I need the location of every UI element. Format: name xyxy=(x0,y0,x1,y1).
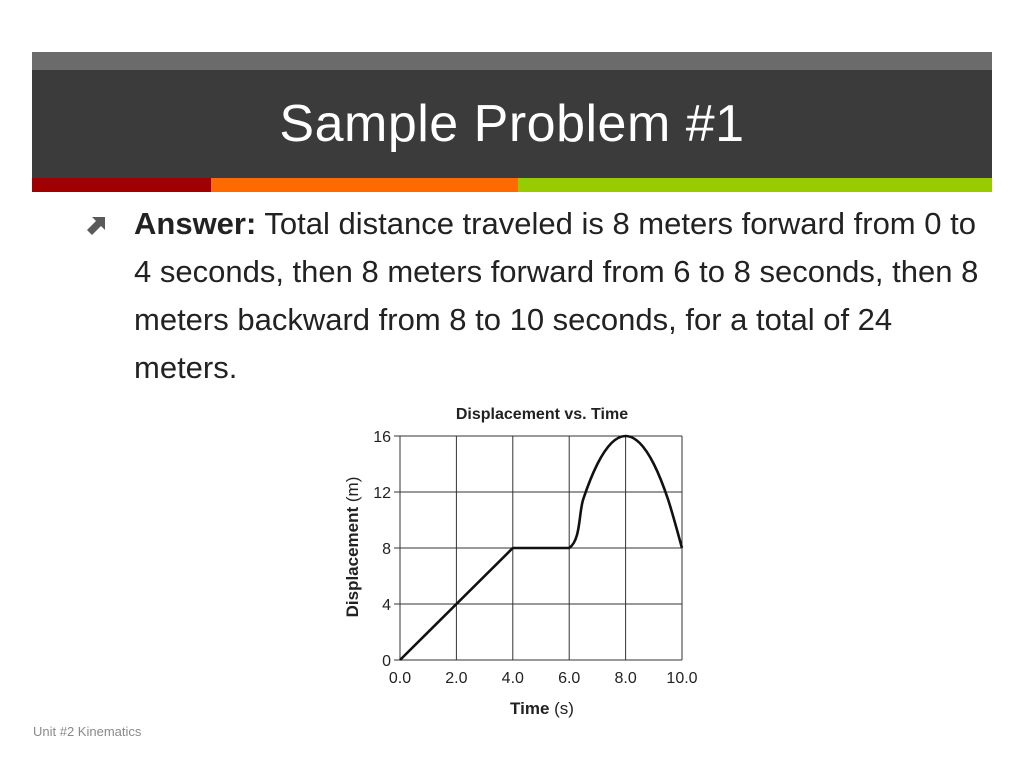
title-bar xyxy=(32,70,992,178)
accent-segment-orange xyxy=(211,178,518,192)
y-tick-label: 8 xyxy=(382,541,391,558)
answer-label: Answer: xyxy=(134,206,257,241)
x-tick-label: 4.0 xyxy=(501,670,524,687)
y-tick-label: 16 xyxy=(373,429,391,446)
answer-text: Total distance traveled is 8 meters forward from 0 to 4 seconds, then 8 meters forward from 6 to 8 seconds, then 8 meters backward from 8 to 10 seconds, for a total of 24 meters. xyxy=(134,206,979,385)
x-axis-label: Time (s) xyxy=(510,699,574,718)
x-tick-label: 6.0 xyxy=(558,670,581,687)
accent-bar xyxy=(32,178,992,192)
y-axis-label: Displacement (m) xyxy=(343,476,362,618)
x-tick-label: 10.0 xyxy=(666,670,698,687)
chart-title: Displacement vs. Time xyxy=(455,406,629,423)
accent-segment-red xyxy=(32,178,211,192)
x-tick-label: 0.0 xyxy=(388,670,412,687)
x-tick-label: 8.0 xyxy=(614,670,637,687)
footer-label: Unit #2 Kinematics xyxy=(33,724,142,739)
displacement-time-chart xyxy=(330,396,720,726)
slide-title: Sample Problem #1 xyxy=(279,95,745,153)
y-tick-label: 4 xyxy=(382,597,391,614)
arrow-up-right-icon xyxy=(86,214,108,236)
accent-segment-green xyxy=(518,178,992,192)
title-top-strip xyxy=(32,52,992,70)
y-tick-label: 0 xyxy=(382,653,391,670)
x-tick-label: 2.0 xyxy=(445,670,468,687)
y-tick-label: 12 xyxy=(373,485,391,502)
answer-paragraph xyxy=(134,200,984,392)
